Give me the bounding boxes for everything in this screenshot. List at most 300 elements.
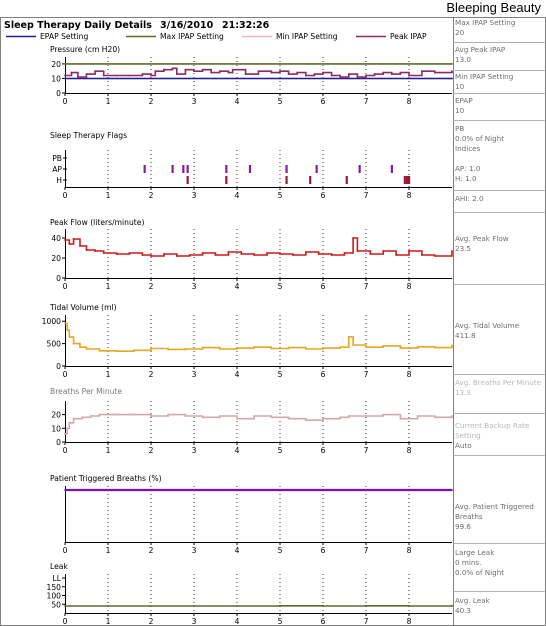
x-tick-label: 7 bbox=[363, 546, 369, 555]
x-tick-label: 5 bbox=[277, 446, 283, 455]
series-peak-ipap bbox=[65, 68, 452, 77]
stat-epap-value: 10 bbox=[455, 106, 465, 115]
data-point bbox=[172, 67, 174, 69]
data-point bbox=[189, 254, 191, 256]
x-tick-label: 4 bbox=[234, 282, 240, 291]
legend bbox=[6, 32, 427, 41]
data-point bbox=[79, 245, 81, 247]
x-tick-label: 4 bbox=[234, 370, 240, 379]
data-point bbox=[154, 70, 156, 72]
data-point bbox=[129, 75, 131, 77]
chart-title: Pressure (cm H20) bbox=[50, 45, 121, 54]
chart-title: Sleep Therapy Flags bbox=[50, 131, 128, 140]
series-peak-flow bbox=[65, 238, 452, 256]
data-point bbox=[348, 415, 350, 417]
chart-panel-3 bbox=[50, 218, 453, 291]
data-point bbox=[271, 348, 273, 350]
stat-avg-tidal-label: Avg. Tidal Volume bbox=[455, 321, 520, 330]
data-point bbox=[400, 72, 402, 74]
data-point bbox=[434, 255, 436, 257]
data-point bbox=[81, 416, 83, 418]
data-point bbox=[305, 419, 307, 421]
y-tick-label: 0 bbox=[56, 89, 61, 98]
data-point bbox=[236, 418, 238, 420]
data-point bbox=[339, 416, 341, 418]
data-point bbox=[202, 416, 204, 418]
stat-avg-bpm bbox=[453, 378, 546, 398]
y-tick-label: LL bbox=[52, 574, 61, 583]
data-point bbox=[176, 255, 178, 257]
data-point bbox=[116, 75, 118, 77]
x-tick-label: 0 bbox=[62, 370, 68, 379]
y-tick-label: 20 bbox=[51, 59, 61, 69]
x-tick-label: 0 bbox=[62, 191, 68, 200]
chart-panel-2 bbox=[50, 131, 452, 200]
x-tick-label: 4 bbox=[234, 97, 240, 106]
stat-avg-tidal-value: 411.8 bbox=[455, 331, 476, 340]
y-tick-label: 0 bbox=[56, 438, 61, 447]
x-tick-label: 7 bbox=[363, 282, 369, 291]
data-point bbox=[382, 72, 384, 74]
x-tick-label: 1 bbox=[105, 617, 111, 626]
data-point bbox=[421, 254, 423, 256]
x-tick-label: 7 bbox=[363, 617, 369, 626]
data-point bbox=[408, 605, 410, 607]
x-tick-label: 3 bbox=[191, 546, 197, 555]
data-point bbox=[193, 70, 195, 72]
data-point bbox=[451, 345, 453, 347]
data-point bbox=[322, 418, 324, 420]
stat-min-ipap-value: 10 bbox=[455, 82, 465, 91]
data-point bbox=[133, 414, 135, 416]
stat-min-ipap bbox=[453, 72, 546, 92]
data-point bbox=[348, 73, 350, 75]
x-tick-label: 1 bbox=[105, 546, 111, 555]
data-point bbox=[395, 254, 397, 256]
stat-large-leak-value1: 0 mins. bbox=[455, 558, 482, 567]
data-point bbox=[365, 75, 367, 77]
x-tick-label: 3 bbox=[191, 446, 197, 455]
stat-avg-peak-ipap-value: 13.0 bbox=[455, 55, 472, 64]
stat-backup-rate bbox=[453, 421, 546, 451]
flag-marker-ap bbox=[182, 165, 184, 173]
data-point bbox=[434, 416, 436, 418]
x-tick-label: 0 bbox=[62, 97, 68, 106]
data-point bbox=[421, 70, 423, 72]
x-tick-label: 5 bbox=[277, 282, 283, 291]
y-tick-label: 50 bbox=[51, 600, 61, 610]
data-point bbox=[279, 253, 281, 255]
data-point bbox=[292, 254, 294, 256]
x-tick-label: 7 bbox=[363, 97, 369, 106]
data-point bbox=[382, 250, 384, 252]
data-point bbox=[86, 249, 88, 251]
data-point bbox=[288, 418, 290, 420]
data-point bbox=[417, 415, 419, 417]
stat-h: H: 1.0 bbox=[455, 174, 477, 183]
data-point bbox=[322, 72, 324, 74]
stat-ahi-label: AHI: 2.0 bbox=[455, 194, 484, 203]
header-time: 21:32:26 bbox=[222, 20, 270, 31]
stat-epap-label: EPAP bbox=[455, 96, 473, 105]
data-point bbox=[365, 605, 367, 607]
flag-marker-h bbox=[285, 176, 287, 184]
data-point bbox=[271, 72, 273, 74]
x-tick-label: 6 bbox=[320, 191, 326, 200]
x-tick-label: 5 bbox=[277, 546, 283, 555]
app-title-text: Bleeping Beauty bbox=[446, 0, 541, 15]
y-tick-label: 20 bbox=[51, 254, 61, 263]
flag-marker-ap bbox=[285, 165, 287, 173]
x-tick-label: 5 bbox=[277, 370, 283, 379]
flag-marker-h bbox=[404, 176, 406, 184]
data-point bbox=[77, 76, 79, 78]
data-point bbox=[451, 415, 453, 417]
x-tick-label: 7 bbox=[363, 446, 369, 455]
data-point bbox=[163, 69, 165, 71]
stat-avg-ptb bbox=[453, 502, 546, 532]
data-point bbox=[176, 73, 178, 75]
data-point bbox=[64, 239, 66, 241]
flag-marker-ap bbox=[391, 165, 393, 173]
flag-marker-ap bbox=[316, 165, 318, 173]
data-point bbox=[64, 489, 66, 491]
flag-marker-h bbox=[408, 176, 410, 184]
x-tick-label: 2 bbox=[148, 617, 154, 626]
data-point bbox=[344, 252, 346, 254]
stat-min-ipap-label: Min IPAP Setting bbox=[455, 72, 514, 81]
flag-marker-h bbox=[346, 176, 348, 184]
x-tick-label: 4 bbox=[234, 546, 240, 555]
stat-avg-bpm-label: Avg. Breaths Per Minute bbox=[455, 378, 542, 387]
x-tick-label: 3 bbox=[191, 97, 197, 106]
data-point bbox=[163, 253, 165, 255]
stat-avg-leak bbox=[453, 596, 546, 616]
data-point bbox=[305, 348, 307, 350]
stat-avg-ptb-value: 99.6 bbox=[455, 522, 472, 531]
x-tick-label: 4 bbox=[234, 617, 240, 626]
flag-marker-ap bbox=[225, 165, 227, 173]
series-tidal-volume bbox=[65, 324, 452, 352]
x-tick-label: 8 bbox=[406, 282, 412, 291]
stat-avg-peak-flow-value: 23.5 bbox=[455, 244, 472, 253]
series-breaths-per-minute bbox=[65, 415, 452, 434]
legend-label: Peak IPAP bbox=[390, 32, 427, 41]
data-point bbox=[382, 414, 384, 416]
data-point bbox=[357, 76, 359, 78]
data-point bbox=[408, 250, 410, 252]
data-point bbox=[434, 72, 436, 74]
data-point bbox=[210, 72, 212, 74]
data-point bbox=[245, 73, 247, 75]
x-tick-label: 6 bbox=[320, 282, 326, 291]
x-tick-label: 2 bbox=[148, 97, 154, 106]
data-point bbox=[64, 433, 66, 435]
x-tick-label: 3 bbox=[191, 617, 197, 626]
x-tick-label: 7 bbox=[363, 191, 369, 200]
x-tick-label: 2 bbox=[148, 370, 154, 379]
data-point bbox=[236, 347, 238, 349]
chart-title: Peak Flow (liters/minute) bbox=[50, 218, 145, 227]
data-point bbox=[348, 336, 350, 338]
data-point bbox=[202, 69, 204, 71]
header-date: 3/16/2010 bbox=[160, 20, 214, 31]
flag-marker-h bbox=[187, 176, 189, 184]
data-point bbox=[219, 348, 221, 350]
data-point bbox=[339, 76, 341, 78]
data-point bbox=[150, 75, 152, 77]
data-point bbox=[365, 415, 367, 417]
y-tick-label: 100 bbox=[46, 591, 61, 601]
stat-ap: AP: 1.0 bbox=[455, 164, 481, 173]
data-point bbox=[400, 347, 402, 349]
flag-marker-ap bbox=[359, 165, 361, 173]
flag-row-label: AP bbox=[52, 165, 62, 174]
data-point bbox=[64, 75, 66, 77]
chart-panel-5 bbox=[50, 387, 453, 455]
flag-marker-ap bbox=[249, 165, 251, 173]
data-point bbox=[116, 414, 118, 416]
data-point bbox=[374, 73, 376, 75]
x-tick-label: 1 bbox=[105, 191, 111, 200]
x-tick-label: 6 bbox=[320, 617, 326, 626]
x-tick-label: 2 bbox=[148, 191, 154, 200]
data-point bbox=[99, 414, 101, 416]
data-point bbox=[64, 78, 66, 80]
data-point bbox=[73, 343, 75, 345]
chart-panel-7 bbox=[47, 562, 453, 626]
x-tick-label: 5 bbox=[277, 617, 283, 626]
data-point bbox=[305, 75, 307, 77]
x-tick-label: 3 bbox=[191, 191, 197, 200]
stat-epap bbox=[453, 96, 546, 116]
data-point bbox=[71, 72, 73, 74]
data-point bbox=[382, 345, 384, 347]
y-tick-label: 0 bbox=[56, 362, 61, 371]
y-tick-label: 40 bbox=[51, 234, 61, 243]
data-point bbox=[86, 73, 88, 75]
x-tick-label: 6 bbox=[320, 446, 326, 455]
data-point bbox=[68, 243, 70, 245]
data-point bbox=[288, 73, 290, 75]
data-point bbox=[116, 350, 118, 352]
chart-title: Leak bbox=[50, 562, 68, 571]
x-tick-label: 1 bbox=[105, 282, 111, 291]
stat-max-ipap-value: 20 bbox=[455, 28, 465, 37]
stat-backup-rate-value: Auto bbox=[455, 441, 472, 450]
flag-marker-ap bbox=[144, 165, 146, 173]
data-point bbox=[339, 346, 341, 348]
x-tick-label: 4 bbox=[234, 446, 240, 455]
data-point bbox=[94, 250, 96, 252]
data-point bbox=[305, 251, 307, 253]
x-tick-label: 8 bbox=[406, 97, 412, 106]
data-point bbox=[66, 427, 68, 429]
flag-marker-h bbox=[309, 176, 311, 184]
data-point bbox=[150, 348, 152, 350]
stat-large-leak-value2: 0.0% of Night bbox=[455, 568, 505, 577]
data-point bbox=[228, 72, 230, 74]
y-tick-label: 10 bbox=[51, 424, 61, 434]
stat-avg-bpm-value: 13.3 bbox=[455, 388, 472, 397]
x-tick-label: 8 bbox=[406, 446, 412, 455]
x-tick-label: 6 bbox=[320, 546, 326, 555]
data-point bbox=[90, 415, 92, 417]
data-point bbox=[73, 238, 75, 240]
data-point bbox=[236, 605, 238, 607]
flag-marker-ap bbox=[187, 165, 189, 173]
stat-avg-tidal bbox=[453, 321, 546, 341]
stat-avg-peak-ipap bbox=[453, 45, 546, 65]
data-point bbox=[129, 252, 131, 254]
data-point bbox=[133, 349, 135, 351]
x-tick-label: 3 bbox=[191, 282, 197, 291]
data-point bbox=[68, 422, 70, 424]
stat-max-ipap-label: Max IPAP Setting bbox=[455, 18, 516, 27]
data-point bbox=[167, 349, 169, 351]
data-point bbox=[142, 73, 144, 75]
legend-label: Max IPAP Setting bbox=[160, 32, 224, 41]
stat-indices-label: Indices bbox=[455, 144, 481, 153]
data-point bbox=[73, 418, 75, 420]
chart-panel-6 bbox=[50, 474, 453, 555]
y-tick-label: 150 bbox=[46, 582, 61, 592]
data-point bbox=[150, 415, 152, 417]
data-point bbox=[94, 70, 96, 72]
data-point bbox=[193, 605, 195, 607]
x-tick-label: 2 bbox=[148, 546, 154, 555]
data-point bbox=[86, 348, 88, 350]
data-point bbox=[107, 605, 109, 607]
data-point bbox=[288, 347, 290, 349]
data-point bbox=[219, 70, 221, 72]
chart-panel-1 bbox=[50, 45, 453, 106]
data-point bbox=[322, 605, 324, 607]
data-point bbox=[103, 252, 105, 254]
chart-title: Patient Triggered Breaths (%) bbox=[50, 474, 162, 483]
stat-ahi bbox=[453, 194, 546, 204]
x-tick-label: 6 bbox=[320, 97, 326, 106]
x-tick-label: 5 bbox=[277, 191, 283, 200]
stat-avg-leak-value: 40.3 bbox=[455, 606, 472, 615]
stat-avg-peak-flow bbox=[453, 234, 546, 254]
x-tick-label: 4 bbox=[234, 191, 240, 200]
flag-marker-ap bbox=[172, 165, 174, 173]
stat-pb bbox=[453, 124, 546, 154]
y-tick-label: 10 bbox=[51, 74, 61, 84]
data-point bbox=[167, 414, 169, 416]
data-point bbox=[202, 347, 204, 349]
data-point bbox=[68, 336, 70, 338]
data-point bbox=[64, 605, 66, 607]
data-point bbox=[408, 75, 410, 77]
data-point bbox=[215, 254, 217, 256]
data-point bbox=[150, 255, 152, 257]
stat-avg-leak-label: Avg. Leak bbox=[455, 596, 490, 605]
data-point bbox=[296, 72, 298, 74]
stat-avg-peak-ipap-label: Avg Peak IPAP bbox=[455, 45, 506, 54]
data-point bbox=[365, 346, 367, 348]
stat-avg-peak-flow-label: Avg. Peak Flow bbox=[455, 234, 509, 243]
legend-label: Min IPAP Setting bbox=[276, 32, 338, 41]
x-tick-label: 2 bbox=[148, 446, 154, 455]
data-point bbox=[253, 346, 255, 348]
stat-max-ipap bbox=[453, 18, 546, 38]
x-tick-label: 5 bbox=[277, 97, 283, 106]
data-point bbox=[400, 418, 402, 420]
x-tick-label: 1 bbox=[105, 97, 111, 106]
x-tick-label: 8 bbox=[406, 546, 412, 555]
flag-marker-h bbox=[406, 176, 408, 184]
data-point bbox=[232, 69, 234, 71]
data-point bbox=[79, 346, 81, 348]
data-point bbox=[64, 323, 66, 325]
data-point bbox=[142, 254, 144, 256]
data-point bbox=[451, 489, 453, 491]
x-tick-label: 1 bbox=[105, 446, 111, 455]
y-tick-label: 0 bbox=[56, 274, 61, 283]
x-tick-label: 0 bbox=[62, 617, 68, 626]
legend-label: EPAP Setting bbox=[40, 32, 89, 41]
data-point bbox=[185, 348, 187, 350]
data-point bbox=[116, 253, 118, 255]
chart-title: Tidal Volume (ml) bbox=[50, 303, 117, 312]
x-tick-label: 7 bbox=[363, 370, 369, 379]
x-tick-label: 8 bbox=[406, 370, 412, 379]
stat-pb-label: PB bbox=[455, 124, 465, 133]
data-point bbox=[103, 75, 105, 77]
data-point bbox=[417, 346, 419, 348]
chart-title: Breaths Per Minute bbox=[50, 387, 123, 396]
data-point bbox=[331, 254, 333, 256]
x-tick-label: 0 bbox=[62, 446, 68, 455]
data-point bbox=[322, 347, 324, 349]
data-point bbox=[66, 329, 68, 331]
stat-pb-value: 0.0% of Night bbox=[455, 134, 505, 143]
flag-row-label: PB bbox=[52, 154, 62, 163]
data-point bbox=[266, 252, 268, 254]
stat-large-leak-label: Large Leak bbox=[455, 548, 495, 557]
x-tick-label: 2 bbox=[148, 282, 154, 291]
data-point bbox=[185, 69, 187, 71]
data-point bbox=[64, 63, 66, 65]
data-point bbox=[271, 416, 273, 418]
x-tick-label: 0 bbox=[62, 282, 68, 291]
stat-backup-rate-label: Current Backup Rate Setting bbox=[455, 421, 530, 440]
data-point bbox=[202, 252, 204, 254]
x-tick-label: 8 bbox=[406, 191, 412, 200]
data-point bbox=[150, 605, 152, 607]
data-point bbox=[352, 344, 354, 346]
data-point bbox=[434, 347, 436, 349]
data-point bbox=[253, 254, 255, 256]
y-tick-label: 1000 bbox=[41, 317, 61, 327]
data-point bbox=[279, 70, 281, 72]
stat-large-leak bbox=[453, 548, 546, 578]
data-point bbox=[391, 73, 393, 75]
x-tick-label: 0 bbox=[62, 546, 68, 555]
data-point bbox=[185, 415, 187, 417]
data-point bbox=[314, 73, 316, 75]
y-tick-label: 500 bbox=[46, 339, 61, 349]
flag-row-label: H bbox=[56, 176, 62, 185]
data-point bbox=[357, 250, 359, 252]
data-point bbox=[219, 415, 221, 417]
data-point bbox=[99, 350, 101, 352]
data-point bbox=[352, 237, 354, 239]
x-tick-label: 6 bbox=[320, 370, 326, 379]
stat-avg-ptb-label: Avg. Patient Triggered Breaths bbox=[455, 502, 534, 521]
